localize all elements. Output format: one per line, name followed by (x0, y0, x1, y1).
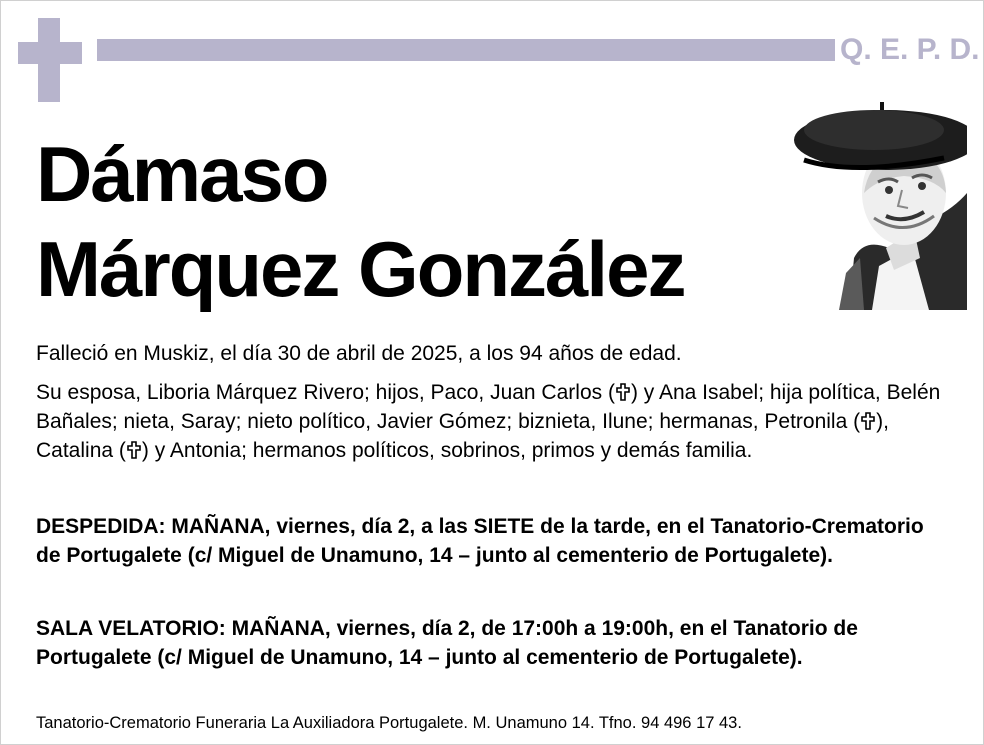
cross-small-icon (126, 436, 142, 465)
cross-small-icon (615, 378, 631, 407)
wake-room-details: SALA VELATORIO: MAÑANA, viernes, día 2, de 17:00h a 19:00h, en el Tanatorio de Portugalete (c/ Miguel de Unamuno, 14 – junto al cementerio de Portugalete). (36, 617, 858, 669)
qepd-label: Q. E. P. D. (840, 33, 980, 66)
cross-small-icon (860, 407, 876, 436)
portrait-photo (794, 98, 967, 310)
header-bar (97, 39, 835, 61)
deceased-first-name: Dámaso (36, 130, 328, 218)
family-text-1: Su esposa, Liboria Márquez Rivero; hijos, Paco, Juan Carlos ( (36, 381, 615, 404)
deceased-surnames: Márquez González (36, 225, 685, 313)
farewell-details: DESPEDIDA: MAÑANA, viernes, día 2, a las SIETE de la tarde, en el Tanatorio-Crematorio de Portugalete (c/ Miguel de Unamuno, 14 – junto al cementerio de Portugalete). (36, 515, 924, 567)
family-text-4: ) y Antonia; hermanos políticos, sobrinos, primos y demás familia. (141, 439, 753, 462)
family-text-2: ) y Ana Isabel; hija política, Belén Bañales; nieta, Saray; nieto político, Javier Gómez; biznieta, Ilune; hermanas, Petronila ( (36, 381, 941, 433)
funeral-home-footer: Tanatorio-Crematorio Funeraria La Auxiliadora Portugalete. M. Unamuno 14. Tfno. 94 496 17 43. (36, 714, 742, 732)
family-text-3: ), Catalina ( (36, 410, 889, 462)
family-list (36, 378, 946, 465)
cross-icon (18, 18, 82, 102)
death-notice: Falleció en Muskiz, el día 30 de abril de 2025, a los 94 años de edad. (36, 342, 682, 365)
